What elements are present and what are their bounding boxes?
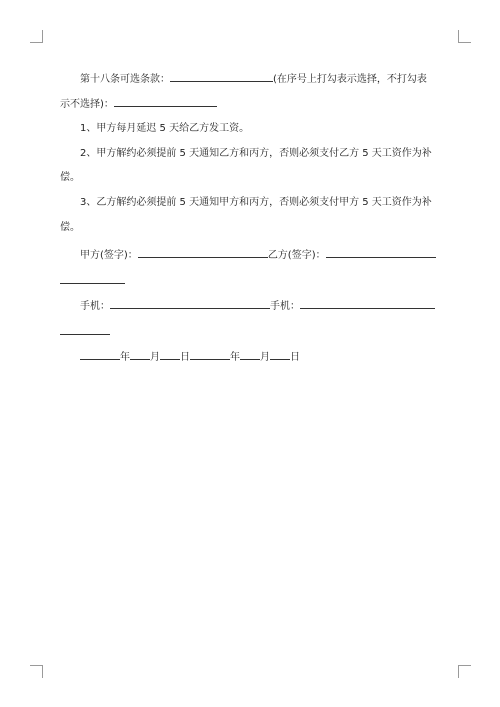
date-b-day-label: 日 <box>290 352 300 363</box>
party-a-signature-label: 甲方(签字)： <box>80 250 138 261</box>
date-a-year-label: 年 <box>120 352 130 363</box>
phone-a-blank[interactable] <box>110 298 270 309</box>
date-a-day-blank[interactable] <box>160 349 180 360</box>
phone-b-blank-cont[interactable] <box>60 324 110 335</box>
party-a-signature-blank[interactable] <box>138 247 268 258</box>
clause18-line1 <box>60 71 460 87</box>
date-b-month-blank[interactable] <box>240 349 260 360</box>
clause18-blank[interactable] <box>170 71 273 82</box>
clause18-tail-line1: (在序号上打勾表示选择，不打勾表 <box>273 74 427 85</box>
phone-b-blank[interactable] <box>300 298 435 309</box>
date-b-year-blank[interactable] <box>190 349 230 360</box>
clause18-label: 第十八条可选条款： <box>80 74 170 85</box>
crop-mark-bottom-right <box>458 665 471 678</box>
date-b-day-blank[interactable] <box>270 349 290 360</box>
option-2: 2、甲方解约必须提前 5 天通知乙方和丙方，否则必须支付乙方 5 天工资作为补 <box>80 148 432 159</box>
date-a-year-blank[interactable] <box>80 349 120 360</box>
option-3-cont: 偿。 <box>60 222 80 233</box>
clause18-line2 <box>60 96 440 112</box>
date-line <box>60 349 460 365</box>
party-b-signature-blank[interactable] <box>326 247 436 258</box>
phone-line-cont <box>60 324 440 340</box>
signature-line-cont <box>60 273 440 289</box>
party-b-signature-label: 乙方(签字)： <box>267 250 326 261</box>
crop-mark-top-right <box>458 30 471 43</box>
clause18-blank-2[interactable] <box>114 96 217 107</box>
signature-line <box>60 247 460 263</box>
date-b-month-label: 月 <box>260 352 270 363</box>
date-a-month-blank[interactable] <box>130 349 150 360</box>
crop-mark-top-left <box>30 30 43 43</box>
date-a-day-label: 日 <box>180 352 190 363</box>
phone-b-label: 手机： <box>270 301 300 312</box>
date-b-year-label: 年 <box>230 352 240 363</box>
phone-line <box>60 298 460 314</box>
crop-mark-bottom-left <box>30 665 43 678</box>
date-a-month-label: 月 <box>150 352 160 363</box>
option-3: 3、乙方解约必须提前 5 天通知甲方和丙方，否则必须支付甲方 5 天工资作为补 <box>80 197 432 208</box>
option-1: 1、甲方每月延迟 5 天给乙方发工资。 <box>80 123 250 134</box>
party-b-signature-blank-cont[interactable] <box>60 273 125 284</box>
clause18-tail-line2: 示不选择)： <box>60 99 114 110</box>
phone-a-label: 手机： <box>80 301 110 312</box>
option-2-cont: 偿。 <box>60 172 80 183</box>
